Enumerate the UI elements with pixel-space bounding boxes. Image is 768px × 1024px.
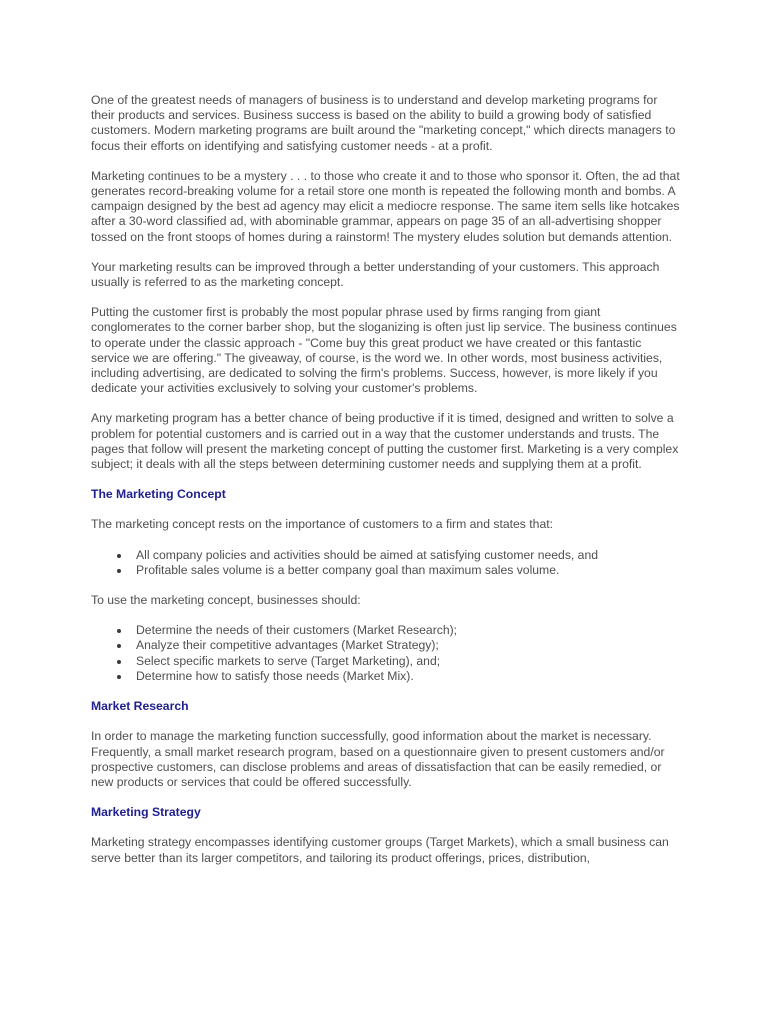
concept-principles-list bbox=[91, 548, 683, 578]
list-item-text: Profitable sales volume is a better company goal than maximum sales volume. bbox=[136, 562, 560, 577]
list-item-text: Analyze their competitive advantages (Market Strategy); bbox=[136, 638, 439, 653]
bullet-icon bbox=[117, 660, 121, 664]
market-research-paragraph: In order to manage the marketing function successfully, good information about the market is necessary. Frequently, a small market research program, based on a questionnaire given to present customers and/or prospective customers, can disclose problems and areas of dissatisfaction that can be easily remedied, or new products or services that could be offered successfully. bbox=[91, 729, 665, 789]
list-item-text: Determine the needs of their customers (Market Research); bbox=[136, 623, 458, 638]
list-item bbox=[91, 548, 683, 563]
intro-paragraph: One of the greatest needs of managers of business is to understand and develop marketing programs for their products and services. Business success is based on the ability to build a growing body of satisfied customers. Modern marketing programs are built around the "marketing concept," which directs managers to focus their efforts on identifying and satisfying customer needs - at a profit. bbox=[91, 93, 676, 153]
results-paragraph: Your marketing results can be improved through a better understanding of your customers. This approach usually is referred to as the marketing concept. bbox=[91, 259, 660, 290]
bullet-icon bbox=[117, 554, 121, 558]
bullet-icon bbox=[117, 569, 121, 573]
list-item bbox=[91, 654, 683, 669]
marketing-strategy-paragraph: Marketing strategy encompasses identifying customer groups (Target Markets), which a small business can serve better than its larger competitors, and tailoring its product offerings, prices, distribution, bbox=[91, 835, 669, 865]
list-item-text: All company policies and activities should be aimed at satisfying customer needs, and bbox=[136, 547, 599, 562]
program-paragraph: Any marketing program has a better chance of being productive if it is timed, designed and written to solve a problem for potential customers and is carried out in a way that the customer understands and trusts. The pages that follow will present the marketing concept of putting the customer first. Marketing is a very complex subject; it deals with all the steps between determining customer needs and supplying them at a profit. bbox=[91, 411, 679, 472]
use-concept-intro: To use the marketing concept, businesses should: bbox=[91, 593, 361, 608]
document-page bbox=[91, 93, 683, 881]
market-research-heading: Market Research bbox=[91, 699, 189, 714]
list-item bbox=[91, 669, 683, 684]
bullet-icon bbox=[117, 675, 121, 679]
list-item-text: Select specific markets to serve (Target Marketing), and; bbox=[136, 653, 441, 668]
marketing-strategy-heading: Marketing Strategy bbox=[91, 805, 201, 820]
mystery-paragraph: Marketing continues to be a mystery . . . to those who create it and to those who sponsor it. Often, the ad that generates record-breaking volume for a retail store one month is repeated the following month and bombs. A campaign designed by the best ad agency may elicit a mediocre response. The same item sells like hotcakes after a 30-word classified ad, with abominable grammar, appears on page 35 of an all-advertising shopper tossed on the front stoops of homes during a rainstorm! The mystery eludes solution but demands attention. bbox=[91, 168, 680, 244]
bullet-icon bbox=[117, 629, 121, 633]
customer-first-paragraph: Putting the customer first is probably the most popular phrase used by firms ranging from giant conglomerates to the corner barber shop, but the sloganizing is often just lip service. The business continues to operate under the classic approach - "Come buy this great product we have created or this fantastic service we are offering." The giveaway, of course, is the word we. In other words, most business activities, including advertising, are dedicated to solving the firm's problems. Success, however, is more likely if you dedicate your activities exclusively to solving your customer's problems. bbox=[91, 305, 677, 396]
list-item bbox=[91, 563, 683, 578]
use-concept-list bbox=[91, 623, 683, 684]
marketing-concept-heading: The Marketing Concept bbox=[91, 487, 226, 502]
list-item-text: Determine how to satisfy those needs (Market Mix). bbox=[136, 668, 414, 683]
list-item bbox=[91, 623, 683, 638]
list-item bbox=[91, 638, 683, 653]
bullet-icon bbox=[117, 644, 121, 648]
marketing-concept-intro: The marketing concept rests on the importance of customers to a firm and states that: bbox=[91, 517, 553, 532]
